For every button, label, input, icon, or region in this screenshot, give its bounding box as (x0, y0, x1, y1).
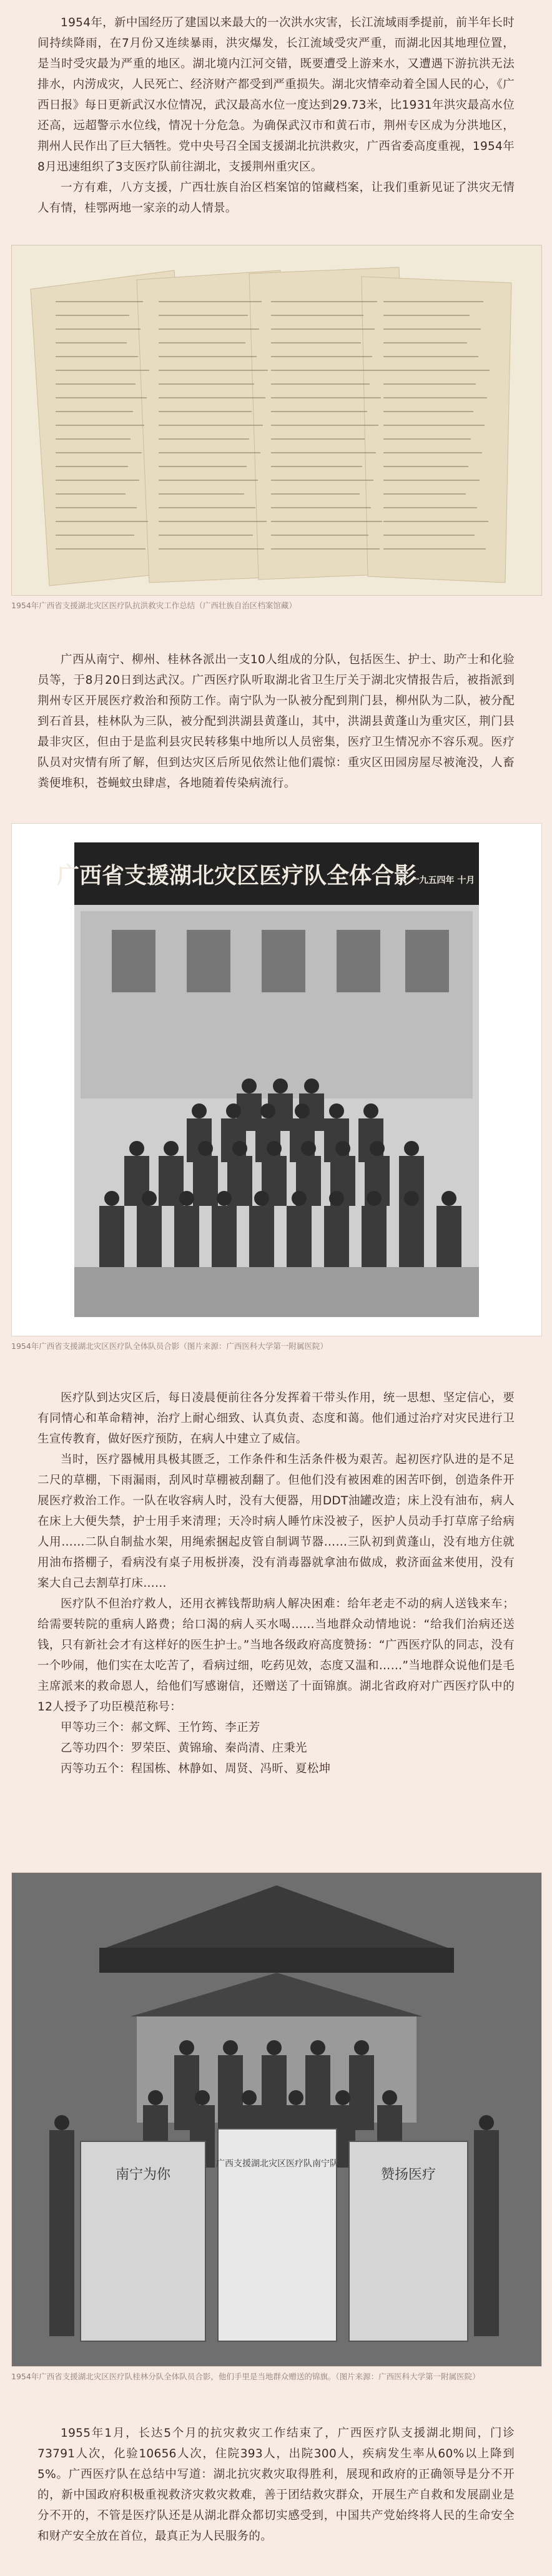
banner-group-photo (12, 1873, 541, 2366)
person-head (223, 2040, 238, 2055)
archive-document-photo (11, 245, 542, 596)
person-head (179, 2040, 194, 2055)
group-photo-frame (11, 823, 542, 1336)
person-head (288, 2090, 303, 2105)
person-head (260, 1103, 275, 1118)
image-caption: 1954年广西省支援湖北灾区医疗队抗洪救灾工作总结（广西壮族自治区档案馆藏） (11, 601, 297, 610)
person-head (295, 1103, 310, 1118)
flag-right-text: 赞扬医疗 (380, 2167, 436, 2183)
section-text (37, 649, 515, 794)
banner-date: 一九五四年 十月 (410, 876, 475, 886)
person-body (474, 2130, 499, 2336)
section-text (37, 2423, 515, 2547)
person-body (193, 1156, 218, 1206)
paragraph: 医疗队不但治疗救人，还用衣裤钱帮助病人解决困难：给年老走不动的病人送钱来车；给需要转院的重病人路费；给口渴的病人买水喝……当地群众动情地说：“给我们治病还送钱，只有新社会才有这样好的医生护士。”当地各级政府高度赞扬：“广西医疗队的同志，没有一个吵闹，他们实在太吃苦了，看病过细，吃药见效，态度又温和……”当地群众说他们是毛主席派来的救命恩人，给他们写感谢信，还赠送了十面锦旗。湖北省政府对广西医疗队中的12人授予了功臣模范称号： (37, 1597, 515, 1714)
image-caption: 1954年广西省支援湖北灾区医疗队全体队员合影（图片来源：广西医科大学第一附属医院） (11, 1341, 328, 1351)
person-head (129, 1141, 144, 1156)
person-head (273, 1078, 288, 1093)
person-head (142, 1191, 157, 1206)
person-head (304, 1078, 319, 1093)
paragraph: 当时，医疗器械用具极其匮乏，工作条件和生活条件极为艰苦。起初医疗队进的是不足二尺的草棚，下雨漏雨，刮风时草棚被刮翻了。但他们没有被困难的困苦吓倒，创造条件开展医疗救治工作。一队在收容病人时，没有大便器，用DDT油罐改造；床上没有油布，病人在床上大便失禁，护士用手来清理；天冷时病人睡竹床没被子，医护人员动手打草席子给病人用……二队自制盐水架，用绳索捆起皮管自制调节器……三队初到黄蓬山，没有地方住就用油布搭棚子，看病没有桌子用板拼凑，没有消毒器就拿油布做成，救济面盆来使用，没有案大自己去割草打床…… (37, 1453, 515, 1590)
paragraph: 广西从南宁、柳州、桂林各派出一支10人组成的分队，包括医生、护士、助产士和化验员等，于8月20日到达武汉。广西医疗队听取湖北省卫生厅关于湖北灾情报告后，被指派到荆州专区开展医疗救治和预防工作。南宁队为一队被分配到荆门县，柳州队为二队，被分配到石首县，桂林队为三队，被分配到洪湖县黄蓬山，其中，洪湖县黄蓬山为重灾区，荆门县最非灾区，但由于是监利县灾民转移集中地所以人员密集，医疗卫生情况亦不容乐观。医疗队员对灾情有所了解，但到达灾区后所见依然让他们震惊：重灾区田园房屋尽被淹没，人畜粪便堆积，苍蝇蚊虫肆虐，各地随着传染病流行。 (37, 653, 515, 790)
person-body (255, 1118, 280, 1162)
person-body (262, 2055, 287, 2130)
document-pages-illustration (12, 245, 541, 595)
person-head (404, 1141, 419, 1156)
person-head (367, 1191, 382, 1206)
paragraph: 1954年，新中国经历了建国以来最大的一次洪水灾害，长江流域雨季提前，前半年长时间持续降雨，在7月份又连续暴雨，洪灾爆发，长江流域受灾严重，而湖北因其地理位置，是当时受灾最为严重的地区。湖北境内江河交错，既要遭受上游来水，又遭遇下游抗洪无法排水，内涝成灾，人民死亡、经济财产都受到严重损失。湖北灾情牵动着全国人民的心，《广西日报》每日更新武汉水位情况，武汉最高水位一度达到29.73米，比1931年洪灾最高水位还高，远超警示水位线，情况十分危急。为确保武汉市和黄石市，荆州专区成为分洪地区，荆州人民作出了巨大牺牲。党中央号召全国支援湖北抗洪救灾，广西省委高度重视，1954年8月迅速组织了3支医疗队前往湖北，支援荆州重灾区。 (37, 16, 515, 174)
person-head (267, 1141, 282, 1156)
person-head (479, 2115, 494, 2130)
person-head (267, 2040, 282, 2055)
person-head (404, 1191, 419, 1206)
person-head (254, 1191, 269, 1206)
person-head (310, 2040, 325, 2055)
person-body (221, 1118, 246, 1162)
award-list-item: 乙等功四个：罗荣臣、黄锦瑜、秦尚清、庄秉光 (61, 1742, 307, 1755)
banner-title: 广西省支援湖北灾区医疗队全体合影 (56, 862, 417, 889)
person-body (305, 2055, 330, 2130)
flag-left-text: 南宁为你 (115, 2167, 171, 2183)
person-head (329, 1103, 344, 1118)
person-head (292, 1191, 307, 1206)
person-head (441, 1191, 456, 1206)
flag-photo-frame (11, 1872, 542, 2367)
person-head (226, 1103, 241, 1118)
person-head (232, 1141, 247, 1156)
person-body (324, 1118, 349, 1162)
person-head (354, 2040, 369, 2055)
person-body (290, 1118, 315, 1162)
person-head (104, 1191, 119, 1206)
group-photo (12, 824, 541, 1336)
person-head (242, 1078, 257, 1093)
person-body (49, 2130, 74, 2336)
person-body (358, 1118, 383, 1162)
section-text (37, 1388, 515, 1779)
intro-text (37, 12, 515, 219)
person-head (198, 1141, 213, 1156)
paragraph: 一方有难，八方支援，广西壮族自治区档案馆的馆藏档案，让我们重新见证了洪灾无情人有情，桂鄂两地一家亲的动人情景。 (37, 181, 515, 215)
person-head (179, 1191, 194, 1206)
person-head (363, 1103, 378, 1118)
paragraph: 医疗队到达灾区后，每日凌晨便前往各分发挥着干带头作用，统一思想、坚定信心，要有同情心和革命精神，治疗上耐心细致、认真负责、态度和蔼。他们通过治疗对灾民进行卫生宣传教育，做好医疗预防，在病人中建立了威信。 (37, 1391, 515, 1446)
flag-center-text: 广西支援湖北灾区医疗队南宁队 (216, 2159, 338, 2169)
person-head (54, 2115, 69, 2130)
person-head (242, 2090, 257, 2105)
person-head (217, 1191, 232, 1206)
award-list-item: 甲等功三个：郝文辉、王竹筠、李正芳 (61, 1721, 260, 1734)
image-caption: 1954年广西省支援湖北灾区医疗队桂林分队全体队员合影，他们手里是当地群众赠送的锦旗。（图片来源：广西医科大学第一附属医院） (11, 2372, 480, 2381)
award-list-item: 丙等功五个：程国栋、林静如、周贤、冯昕、夏松坤 (61, 1762, 331, 1775)
person-head (148, 2090, 163, 2105)
person-body (187, 1118, 212, 1162)
paragraph: 1955年1月，长达5个月的抗灾救灾工作结束了，广西医疗队支援湖北期间，门诊73791人次，化验10656人次，住院393人，出院300人，疾病发生率从60%以上降到5%。广西医疗队在总结中写道：湖北抗灾救灾取得胜利，展现和政府的正确领导是分不开的，新中国政府积极重视救济灾救灾救难，善于团结救灾群众，开展生产自救和发展副业是分不开的，不管是医疗队还是从湖北群众都切实感受到，中国共产党始终将人民的生命安全和财产安全放在首位，最真正为人民服务的。 (37, 2427, 515, 2543)
person-head (335, 2090, 350, 2105)
person-head (195, 2090, 210, 2105)
person-head (335, 1141, 350, 1156)
person-head (301, 1141, 316, 1156)
person-head (164, 1141, 179, 1156)
person-head (329, 1191, 344, 1206)
person-head (192, 1103, 207, 1118)
person-head (370, 1141, 385, 1156)
person-head (382, 2090, 397, 2105)
